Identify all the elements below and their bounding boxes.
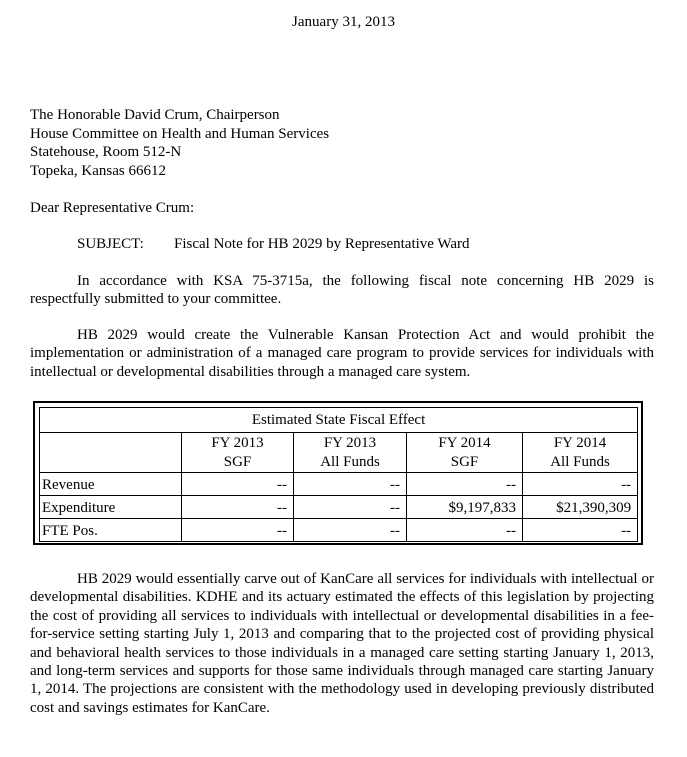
row-label: FTE Pos.: [40, 519, 182, 542]
table-caption: Estimated State Fiscal Effect: [40, 408, 638, 433]
table-cell: --: [294, 473, 407, 496]
subject-line: [77, 235, 470, 253]
column-header-year: FY 2013: [211, 435, 264, 451]
subject-label: SUBJECT:: [77, 236, 144, 252]
column-header: [182, 433, 294, 473]
row-label: Revenue: [40, 473, 182, 496]
address-line: Statehouse, Room 512-N: [30, 144, 182, 160]
table-cell: --: [407, 473, 523, 496]
summary-paragraph: [30, 326, 654, 381]
fiscal-effect-table-frame: [33, 401, 643, 545]
table-cell: --: [523, 519, 638, 542]
column-header-fund: All Funds: [550, 454, 610, 470]
column-header-year: FY 2014: [553, 435, 607, 451]
analysis-paragraph: [30, 570, 654, 717]
table-cell: --: [407, 519, 523, 542]
table-cell: --: [523, 473, 638, 496]
column-header-year: FY 2014: [438, 435, 491, 451]
table-cell: --: [182, 473, 294, 496]
table-cell: --: [182, 496, 294, 519]
column-header: [407, 433, 523, 473]
table-cell: --: [294, 496, 407, 519]
salutation: Dear Representative Crum:: [30, 200, 195, 216]
recipient-address: [30, 106, 329, 180]
column-header-year: FY 2013: [323, 435, 377, 451]
summary-paragraph-text: HB 2029 would create the Vulnerable Kansan Protection Act and would prohibit the implementation or administration of a managed care program to provide services for individuals with intellectual or developmental disabilities through a managed care system.: [30, 327, 654, 380]
table-row-revenue: [40, 473, 638, 496]
table-cell: $9,197,833: [407, 496, 523, 519]
letter-date: January 31, 2013: [292, 14, 395, 30]
fiscal-effect-table: [39, 407, 638, 542]
address-line: House Committee on Health and Human Services: [30, 125, 330, 142]
column-header: [523, 433, 638, 473]
intro-paragraph: [30, 272, 654, 309]
column-header: [294, 433, 407, 473]
table-cell: $21,390,309: [523, 496, 638, 519]
address-line: Topeka, Kansas 66612: [30, 162, 167, 179]
table-row-expenditure: [40, 496, 638, 519]
table-row-fte: [40, 519, 638, 542]
address-line: The Honorable David Crum, Chairperson: [30, 107, 280, 123]
column-header-fund: SGF: [223, 454, 252, 470]
column-header-fund: All Funds: [320, 454, 380, 470]
column-header-blank: [40, 433, 182, 473]
table-cell: --: [182, 519, 294, 542]
row-label: Expenditure: [40, 496, 182, 519]
column-header-fund: SGF: [450, 454, 479, 470]
intro-paragraph-text: In accordance with KSA 75-3715a, the following fiscal note concerning HB 2029 is respectfully submitted to your committee.: [30, 273, 654, 308]
analysis-paragraph-text: HB 2029 would essentially carve out of KanCare all services for individuals with intellectual or developmental disabilities. KDHE and its actuary estimated the effects of this legislation by projecting the cost of providing all services to individuals with intellectual or developmental disabilities in a fee-for-service setting starting July 1, 2013 and comparing that to the projected cost of providing physical and behavioral health services to those individuals in a managed care setting starting January 1, 2013, and long-term services and supports for those same individuals through managed care starting January 1, 2014. The projections are consistent with the methodology used in developing previously distributed cost and savings estimates for KanCare.: [30, 571, 654, 716]
subject-text: Fiscal Note for HB 2029 by Representative Ward: [174, 236, 470, 252]
table-cell: --: [294, 519, 407, 542]
